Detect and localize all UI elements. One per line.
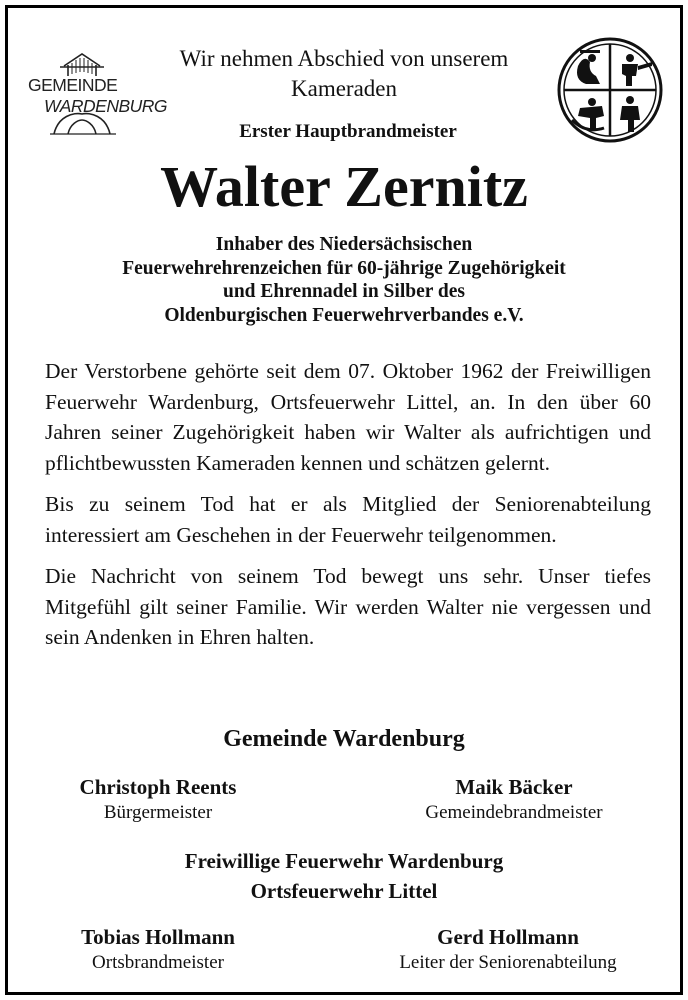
- signatory-role: Bürgermeister: [103, 802, 213, 823]
- signatory-name: Gerd Hollmann: [437, 925, 579, 949]
- obituary-notice: [5, 5, 683, 995]
- fire-brigade-name-line-1: Freiwillige Feuerwehr Wardenburg: [184, 849, 504, 873]
- honors-line: Feuerwehrehrenzeichen für 60-jährige Zugehörigkeit: [122, 257, 566, 279]
- signatory-name: Maik Bäcker: [455, 775, 573, 799]
- signatory-role: Gemeindebrandmeister: [425, 802, 603, 823]
- signatory-mayor: [8, 774, 308, 826]
- deceased-name: Walter Zernitz: [160, 154, 528, 219]
- signatory-senior-section-leader: [348, 924, 668, 976]
- deceased-rank: Erster Hauptbrandmeister: [239, 121, 457, 142]
- honors-block: [28, 233, 660, 327]
- obituary-body: [45, 356, 651, 664]
- signatory-local-fire-chief: [8, 924, 308, 976]
- logo-text-wardenburg: WARDENBURG: [44, 96, 168, 116]
- signatory-name: Tobias Hollmann: [81, 925, 235, 949]
- body-paragraph: Die Nachricht von seinem Tod bewegt uns sehr. Unser tiefes Mitgefühl gilt seiner Familie. Wir werden Walter nie vergessen und sein Andenken in Ehren halten.: [45, 564, 651, 649]
- signatory-role: Leiter der Seniorenabteilung: [399, 952, 617, 973]
- honors-line: Inhaber des Niedersächsischen: [215, 234, 473, 255]
- honors-line: und Ehrennadel in Silber des: [222, 281, 466, 302]
- logo-text-gemeinde: GEMEINDE: [28, 75, 118, 95]
- fire-brigade-name-line-2: Ortsfeuerwehr Littel: [250, 879, 438, 903]
- municipality-name: Gemeinde Wardenburg: [223, 726, 465, 752]
- signatory-role: Ortsbrandmeister: [92, 952, 224, 973]
- body-paragraph: Der Verstorbene gehörte seit dem 07. Oktober 1962 der Freiwilligen Feuerwehr Wardenburg, Ortsfeuerwehr Littel, an. In den über 60 Jahren seiner Zugehörigkeit haben wir Walter als aufrichtigen und pflichtbewussten Kameraden kennen und schätzen gelernt.: [45, 359, 651, 475]
- body-paragraph: Bis zu seinem Tod hat er als Mitglied der Seniorenabteilung interessiert am Geschehen in der Feuerwehr teilgenommen.: [45, 492, 651, 547]
- intro-line-1: Wir nehmen Abschied von unserem: [179, 46, 509, 71]
- signatory-name: Christoph Reents: [79, 775, 237, 799]
- intro-text: [148, 44, 540, 104]
- intro-line-2: Kameraden: [291, 76, 397, 101]
- honors-line: Oldenburgischen Feuerwehrverbandes e.V.: [164, 304, 524, 326]
- signatory-municipal-fire-chief: [364, 774, 664, 826]
- fire-brigade-name: [8, 846, 680, 906]
